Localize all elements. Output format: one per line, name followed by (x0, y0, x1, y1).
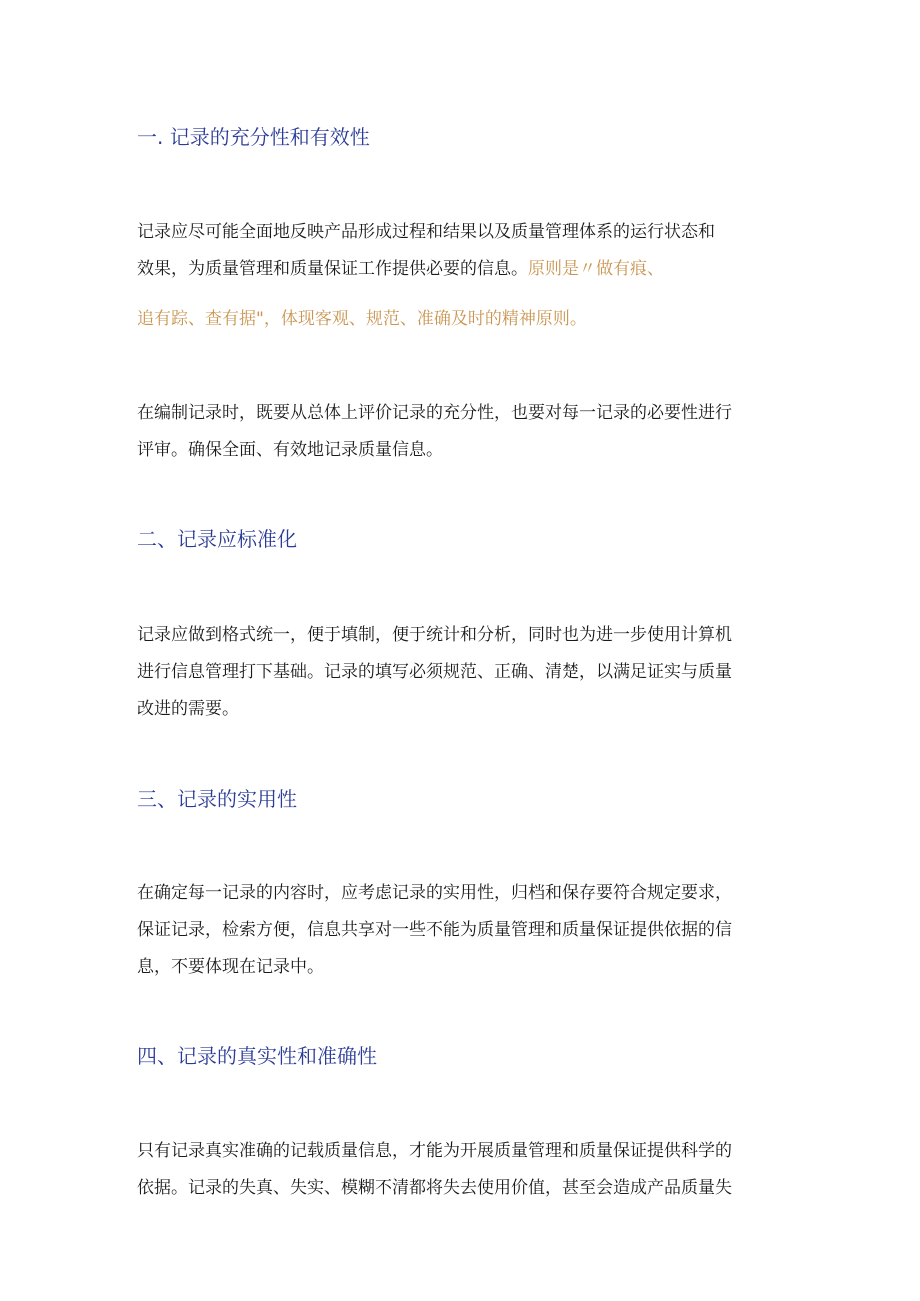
paragraph-line: 息，不要体现在记录中。 (137, 957, 324, 977)
section-1-paragraph-2 (137, 405, 787, 459)
section-1-heading: 一. 记录的充分性和有效性 (137, 125, 370, 149)
section-1-paragraph-1 (137, 224, 787, 328)
paragraph-line: 依据。记录的失真、失实、模糊不清都将失去使用价值，甚至会造成产品质量失 (137, 1178, 732, 1198)
paragraph-line: 只有记录真实准确的记载质量信息，才能为开展质量管理和质量保证提供科学的 (137, 1141, 732, 1161)
paragraph-line: 记录应做到格式统一，便于填制，便于统计和分析，同时也为进一步使用计算机 (137, 625, 732, 645)
section-2-paragraph-1 (137, 627, 787, 718)
paragraph-line: 评审。确保全面、有效地记录质量信息。 (137, 440, 443, 460)
paragraph-line: 保证记录，检索方便，信息共享对一些不能为质量管理和质量保证提供依据的信 (137, 920, 732, 940)
paragraph-text: 效果，为质量管理和质量保证工作提供必要的信息。 (137, 259, 528, 279)
section-4-paragraph-1 (137, 1143, 787, 1197)
paragraph-line: 在编制记录时，既要从总体上评价记录的充分性，也要对每一记录的必要性进行 (137, 403, 732, 423)
principle-highlight: 原则是〃做有痕、 (528, 259, 664, 279)
section-3-paragraph-1 (137, 885, 787, 976)
section-4-heading: 四、记录的真实性和准确性 (137, 1044, 377, 1068)
principle-highlight-line: 追有踪、查有据"，体现客观、规范、准确及时的精神原则。 (137, 309, 587, 329)
paragraph-line: 记录应尽可能全面地反映产品形成过程和结果以及质量管理体系的运行状态和 (137, 222, 715, 242)
paragraph-line (137, 261, 787, 278)
paragraph-line: 进行信息管理打下基础。记录的填写必须规范、正确、清楚，以满足证实与质量 (137, 662, 732, 682)
section-2-heading: 二、记录应标准化 (137, 527, 297, 551)
paragraph-line: 在确定每一记录的内容时，应考虑记录的实用性，归档和保存要符合规定要求， (137, 883, 732, 903)
paragraph-line: 改进的需要。 (137, 699, 239, 719)
section-3-heading: 三、记录的实用性 (137, 787, 297, 811)
